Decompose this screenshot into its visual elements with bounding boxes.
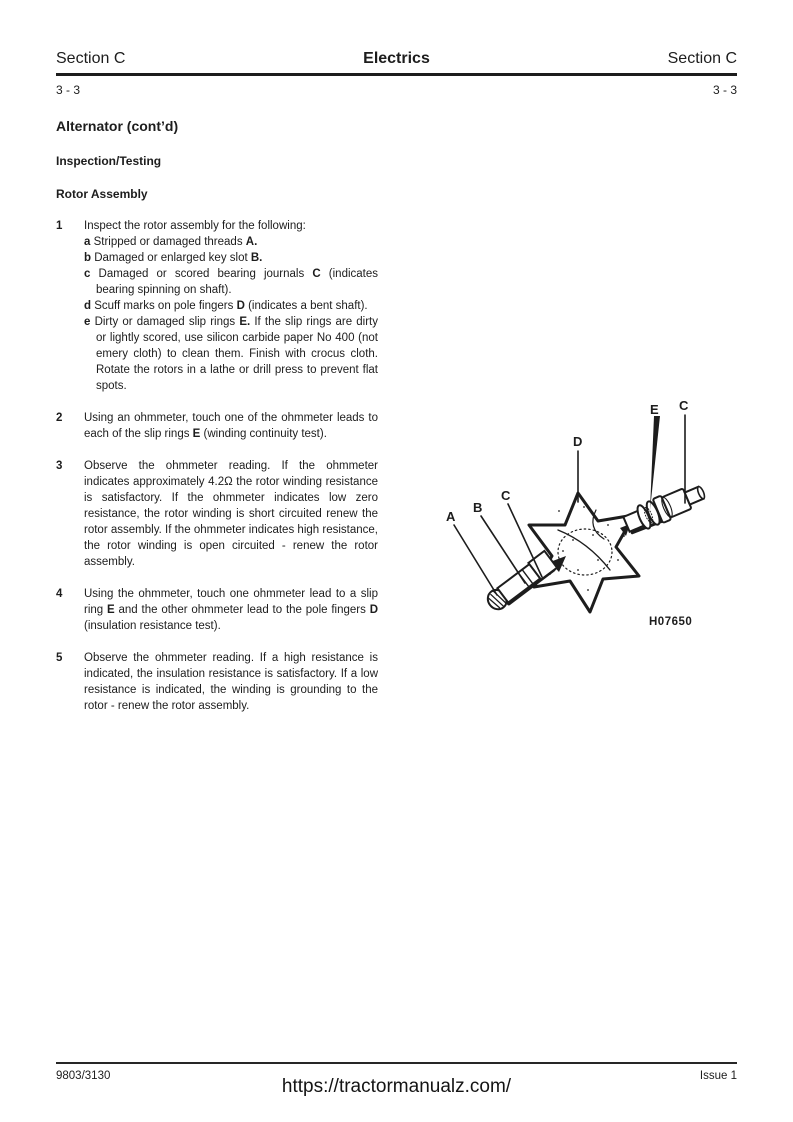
callout-label-b: B bbox=[473, 500, 483, 515]
step-paragraph: Using an ohmmeter, touch one of the ohmmeter leads to each of the slip rings E (winding continuity test). bbox=[84, 412, 378, 440]
procedure-step bbox=[56, 586, 378, 634]
callout-label-d: D bbox=[573, 434, 583, 449]
step-text bbox=[84, 458, 378, 570]
step-number: 4 bbox=[56, 588, 63, 600]
header-chapter-title: Electrics bbox=[363, 50, 430, 67]
procedure-step bbox=[56, 410, 378, 442]
figure-code: H07650 bbox=[649, 616, 693, 628]
step-paragraph: Observe the ohmmeter reading. If a high resistance is indicated, the insulation resistance is satisfactory. If a low resistance is indicated, the winding is grounding to the rotor - renew the rotor assembly. bbox=[84, 652, 378, 712]
page-number-row bbox=[56, 83, 737, 97]
callout-label-e: E bbox=[650, 402, 659, 417]
header-section-left: Section C bbox=[56, 50, 126, 67]
step-number: 2 bbox=[56, 412, 63, 424]
step-text bbox=[84, 586, 378, 634]
step-text bbox=[84, 218, 378, 394]
callout-label-c-right: C bbox=[679, 398, 689, 413]
watermark-url: https://tractormanualz.com/ bbox=[281, 1076, 512, 1097]
subheading-rotor-assembly: Rotor Assembly bbox=[56, 187, 148, 201]
step-paragraph: Inspect the rotor assembly for the following: bbox=[84, 220, 306, 232]
header-section-right: Section C bbox=[667, 50, 737, 67]
step-text bbox=[84, 410, 378, 442]
step-subitem: d Scuff marks on pole fingers D (indicates a bent shaft). bbox=[84, 300, 368, 312]
step-paragraph: Observe the ohmmeter reading. If the ohmmeter indicates approximately 4.2Ω the rotor winding resistance is satisfactory. If the ohmmeter indicates low zero resistance, the rotor winding is short circuited renew the rotor assembly. If the ohmmeter indicates high resistance, the rotor winding is open circuited - renew the rotor assembly. bbox=[84, 460, 378, 568]
callout-label-a: A bbox=[446, 509, 456, 524]
subheading-inspection-testing: Inspection/Testing bbox=[56, 154, 162, 168]
step-number: 5 bbox=[56, 652, 63, 664]
step-subitem: a Stripped or damaged threads A. bbox=[84, 236, 258, 248]
step-paragraph: Using the ohmmeter, touch one ohmmeter lead to a slip ring E and the other ohmmeter lead to the pole fingers D (insulation resistance test). bbox=[84, 588, 379, 632]
publication-number: 9803/3130 bbox=[56, 1070, 111, 1082]
issue-number: Issue 1 bbox=[699, 1070, 737, 1082]
callout-label-c-left: C bbox=[501, 488, 511, 503]
procedure-step bbox=[56, 218, 378, 394]
page-number-left: 3 - 3 bbox=[56, 83, 81, 97]
procedure-step-list bbox=[56, 218, 378, 730]
rotor-assembly-figure bbox=[438, 390, 764, 652]
step-text bbox=[84, 650, 378, 714]
rotor-diagram-svg bbox=[438, 390, 764, 652]
procedure-step bbox=[56, 650, 378, 714]
shaft-right-art bbox=[621, 480, 708, 537]
footer-rule bbox=[56, 1062, 737, 1064]
page-header bbox=[56, 50, 737, 68]
procedure-step bbox=[56, 458, 378, 570]
step-subitem: b Damaged or enlarged key slot B. bbox=[84, 252, 263, 264]
step-number: 3 bbox=[56, 460, 63, 472]
header-rule bbox=[56, 73, 737, 76]
step-number: 1 bbox=[56, 220, 63, 232]
page-number-right: 3 - 3 bbox=[712, 83, 737, 97]
step-subitem: e Dirty or damaged slip rings E. If the slip rings are dirty or lightly scored, use silicon carbide paper No 400 (not emery cloth) to clean them. Finish with crocus cloth. Rotate the rotors in a lathe or drill press to prevent flat spots. bbox=[84, 316, 378, 392]
step-subitem: c Damaged or scored bearing journals C (indicates bearing spinning on shaft). bbox=[84, 268, 379, 296]
document-title: Alternator (cont’d) bbox=[56, 118, 179, 134]
